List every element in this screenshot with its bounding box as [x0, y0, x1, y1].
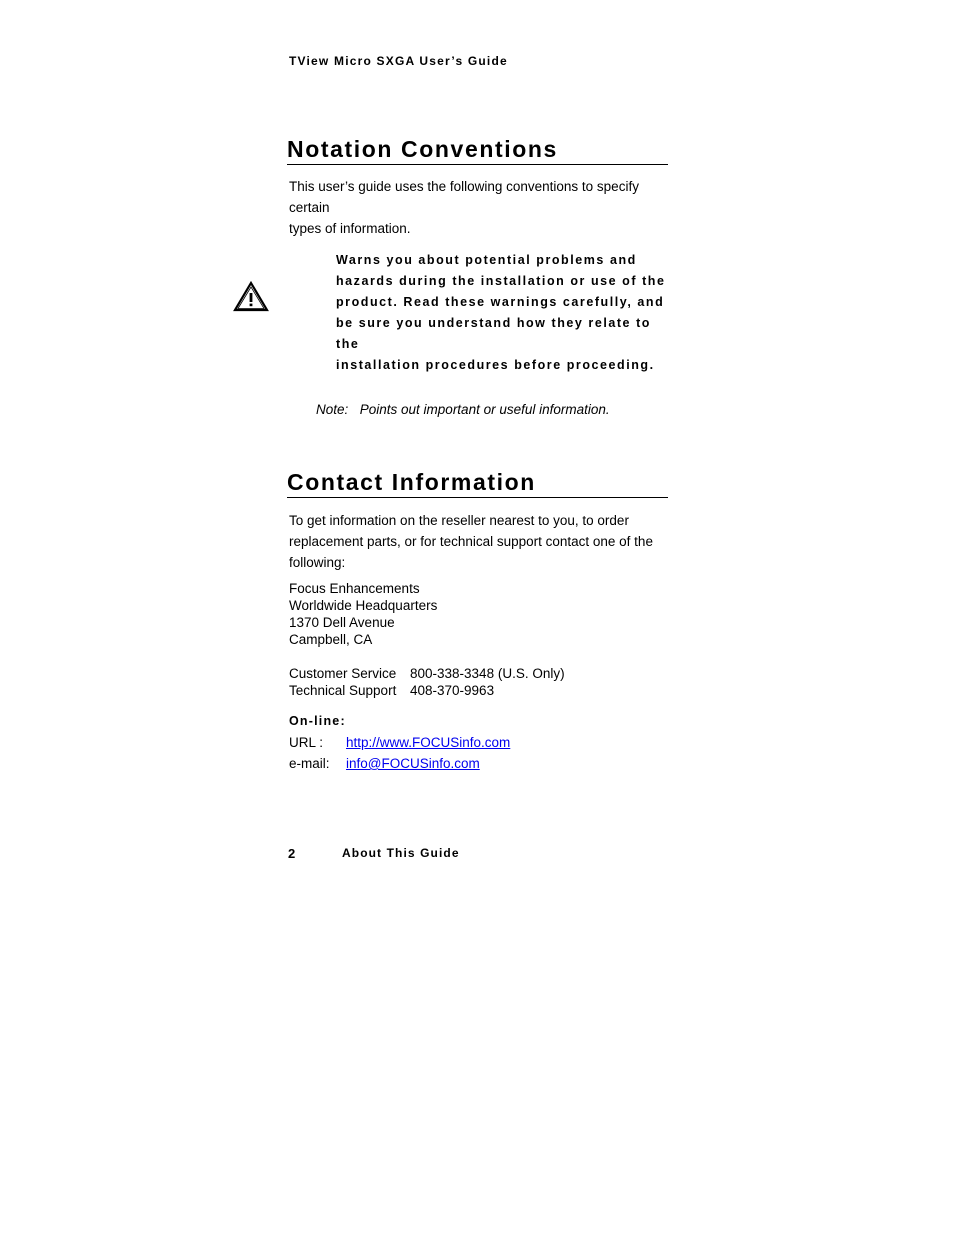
- notation-intro-line-1: This user’s guide uses the following conventions to specify certain: [289, 179, 639, 215]
- note-text: Points out important or useful information.: [359, 402, 610, 417]
- running-header: TView Micro SXGA User’s Guide: [289, 54, 508, 68]
- email-label: e-mail:: [289, 756, 330, 771]
- phone-table: [289, 665, 565, 699]
- address-block: [289, 580, 437, 648]
- email-row: [289, 755, 480, 773]
- note-line: [316, 400, 610, 420]
- phone-label: Customer Service: [289, 666, 397, 681]
- url-label: URL :: [289, 735, 324, 750]
- warning-line: installation procedures before proceeding.: [336, 358, 655, 372]
- note-label: Note:: [316, 402, 349, 417]
- warning-line: Warns you about potential problems and: [336, 253, 637, 267]
- url-row: [289, 734, 510, 752]
- address-headquarters: Worldwide Headquarters: [289, 598, 438, 613]
- notation-conventions-heading: Notation Conventions: [287, 135, 668, 165]
- contact-intro-line: replacement parts, or for technical support contact one of the: [289, 534, 653, 549]
- phone-number: 408-370-9963: [410, 683, 495, 698]
- address-city: Campbell, CA: [289, 632, 373, 647]
- phone-number: 800-338-3348 (U.S. Only): [410, 666, 565, 681]
- contact-intro-line: To get information on the reseller nearest to you, to order: [289, 513, 629, 528]
- website-link[interactable]: http://www.FOCUSinfo.com: [346, 735, 511, 750]
- notation-intro-line-2: types of information.: [289, 221, 411, 236]
- warning-line: be sure you understand how they relate to the: [336, 316, 651, 351]
- address-company: Focus Enhancements: [289, 581, 420, 596]
- warning-line: hazards during the installation or use of the: [336, 274, 666, 288]
- phone-row: [289, 665, 565, 682]
- page-number: 2: [288, 846, 296, 861]
- notation-intro: [289, 176, 664, 239]
- warning-triangle-icon: [233, 281, 269, 313]
- online-heading: On-line:: [289, 714, 346, 728]
- warning-line: product. Read these warnings carefully, and: [336, 295, 665, 309]
- contact-intro: [289, 510, 664, 573]
- phone-label: Technical Support: [289, 683, 397, 698]
- contact-intro-line: following:: [289, 555, 346, 570]
- phone-row: [289, 682, 565, 699]
- warning-paragraph: [336, 250, 676, 376]
- footer-section-title: About This Guide: [342, 846, 460, 860]
- address-street: 1370 Dell Avenue: [289, 615, 395, 630]
- email-link[interactable]: info@FOCUSinfo.com: [346, 756, 480, 771]
- contact-information-heading: Contact Information: [287, 468, 668, 498]
